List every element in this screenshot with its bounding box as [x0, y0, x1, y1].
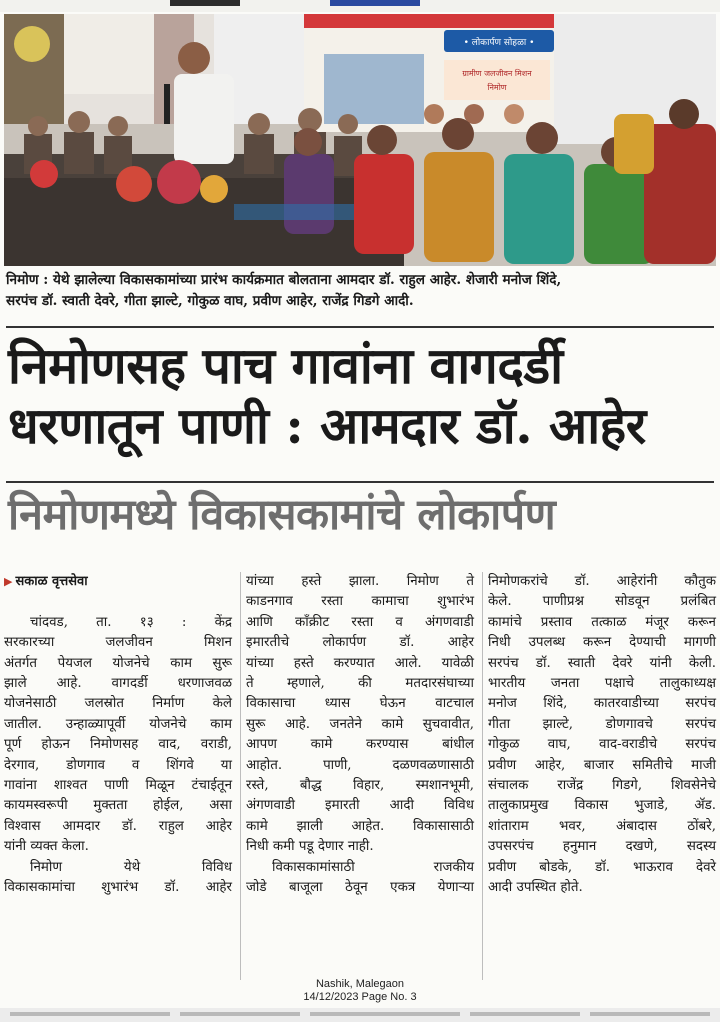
- article-line: जोडे बाजूला ठेवून एकत्र येणाऱ्या: [246, 880, 474, 896]
- article-line: विकासकामांचा शुभारंभ डॉ. आहेर: [4, 880, 232, 896]
- previous-clipping-edge: [0, 0, 720, 12]
- article-line: विश्वास आमदार डॉ. राहुल आहेर: [4, 818, 232, 834]
- article-line: सरपंच डॉ. स्वाती देवरे यांनी केली.: [488, 655, 716, 671]
- article-line: प्रवीण बोडके, डॉ. भाऊराव देवरे: [488, 859, 716, 875]
- column-rule: [240, 572, 241, 980]
- caption-line: निमोण : येथे झालेल्या विकासकामांच्या प्रारंभ कार्यक्रमात बोलताना आमदार डॉ. राहुल आहेर. शेजारी मनोज शिंदे,: [6, 272, 562, 288]
- caption-line: सरपंच डॉ. स्वाती देवरे, गीता झाल्टे, गोकुळ वाघ, प्रवीण आहेर, राजेंद्र गिडगे आदी.: [6, 293, 414, 309]
- article-line: विकासाचा ध्यास घेऊन वाटचाल: [246, 696, 474, 712]
- subheadline: निमोणमध्ये विकासकामांचे लोकार्पण: [8, 490, 556, 540]
- article-line: सुरू आहे. जनतेने कामे सुचवावीत,: [246, 716, 474, 732]
- article-line: काडनगाव रस्ता कामाचा शुभारंभ: [246, 594, 474, 610]
- banner-text: • लोकार्पण सोहळा •: [463, 38, 535, 48]
- article-line: रस्ते, बौद्ध विहार, स्मशानभूमी,: [246, 778, 474, 794]
- edition-name: Nashik, Malegaon: [315, 978, 405, 990]
- article-column-1: [4, 572, 232, 899]
- edition-footer: [0, 978, 720, 1004]
- blank-line: [4, 592, 232, 612]
- article-line: कामांचे प्रस्ताव तत्काळ मंजूर करून: [488, 614, 716, 630]
- edition-date-page: 14/12/2023 Page No. 3: [303, 991, 417, 1003]
- article-line: कामे झाली आहेत. विकासासाठी: [246, 818, 474, 834]
- photo-caption: [6, 270, 714, 312]
- article-line: केले. पाणीप्रश्न सोडवून प्रलंबित: [488, 594, 716, 610]
- article-line: आहोत. पाणी, दळणवळणासाठी: [246, 757, 474, 773]
- article-line: पूर्ण होऊन निमोणसह वाद, वराडी,: [4, 737, 232, 753]
- article-line: निमोणकरांचे डॉ. आहेरांनी कौतुक: [488, 574, 716, 589]
- article-column-2: [246, 572, 474, 899]
- article-line: गीता झाल्टे, डोणगावचे सरपंच: [488, 716, 716, 732]
- article-line: यांच्या हस्ते करण्यात आले. यावेळी: [246, 655, 474, 671]
- article-line: झाले आहे. वागदर्डी धरणाजवळ: [4, 676, 232, 692]
- article-line: उपसरपंच हनुमान दखणे, सदस्य: [488, 839, 716, 855]
- article-line: निमोण येथे विविध: [30, 859, 232, 875]
- article-line: आणि काँक्रीट रस्ता व अंगणवाडी: [246, 614, 474, 630]
- divider: [6, 326, 714, 328]
- headline-line-2: धरणातून पाणी : आमदार डॉ. आहेर: [8, 396, 646, 455]
- article-line: ते म्हणाले, की मतदारसंघाच्या: [246, 676, 474, 692]
- article-line: आपण कामे करण्यास बांधील: [246, 737, 474, 753]
- article-line: अंगणवाडी इमारती आदी विविध: [246, 798, 474, 814]
- byline-marker-icon: ▶: [4, 575, 13, 588]
- next-clipping-mark: [590, 1012, 710, 1016]
- article-line: भारतीय जनता पक्षाचे तालुकाध्यक्ष: [488, 676, 716, 692]
- byline: [4, 572, 232, 592]
- article-line: गोकुळ वाघ, वाद-वराडीचे सरपंच: [488, 737, 716, 753]
- article-line: विकासकामांसाठी राजकीय: [272, 859, 474, 875]
- banner-text: निमोण: [487, 83, 507, 92]
- article-line: इमारतीचे लोकार्पण डॉ. आहेर: [246, 635, 474, 651]
- article-line: देरगाव, डोणगाव व शिंगवे या: [4, 757, 232, 773]
- article-line: आदी उपस्थित होते.: [488, 880, 583, 896]
- headline-line-1: निमोणसह पाच गावांना वागदर्डी: [8, 336, 563, 395]
- article-line: सरकारच्या जलजीवन मिशन: [4, 635, 232, 651]
- article-line: कायमस्वरूपी मुक्तता होईल, असा: [4, 798, 232, 814]
- next-clipping-edge: [0, 1008, 720, 1022]
- article-body: [4, 572, 716, 980]
- article-line: जातील. उन्हाळ्यापूर्वी योजनेचे काम: [4, 716, 232, 732]
- column-rule: [482, 572, 483, 980]
- article-line: अंतर्गत पेयजल योजनेचे काम सुरू: [4, 655, 232, 671]
- article-line: निधी उपलब्ध करून देण्याची मागणी: [488, 635, 716, 651]
- next-clipping-mark: [180, 1012, 300, 1016]
- previous-clipping-mark: [170, 0, 240, 6]
- next-clipping-mark: [470, 1012, 580, 1016]
- byline-text: सकाळ वृत्तसेवा: [15, 574, 88, 589]
- article-line: यांनी व्यक्त केला.: [4, 839, 89, 855]
- next-clipping-mark: [10, 1012, 170, 1016]
- article-line: योजनेसाठी जलस्रोत निर्माण केले: [4, 696, 232, 712]
- article-line: संचालक राजेंद्र गिडगे, शिवसेनेचे: [488, 778, 716, 794]
- article-line: प्रवीण आहेर, बाजार समितीचे माजी: [488, 757, 716, 773]
- article-line: शांताराम भवर, अंबादास ठोंबरे,: [488, 818, 716, 834]
- article-line: मनोज शिंदे, कातरवाडीच्या सरपंच: [488, 696, 716, 712]
- banner-text: ग्रामीण जलजीवन मिशन: [462, 69, 532, 78]
- article-column-3: [488, 572, 716, 899]
- news-photo: [4, 14, 716, 266]
- article-line: निधी कमी पडू देणार नाही.: [246, 839, 374, 855]
- divider: [6, 481, 714, 483]
- next-clipping-mark: [310, 1012, 460, 1016]
- article-line: गावांना शाश्वत पाणी मिळून टंचाईतून: [4, 778, 232, 794]
- previous-clipping-mark: [330, 0, 420, 6]
- stage-banner: [304, 14, 554, 132]
- article-line: तालुकाप्रमुख विकास भुजाडे, ॲड.: [488, 798, 716, 814]
- article-line: चांदवड, ता. १३ : केंद्र: [30, 614, 232, 630]
- article-line: यांच्या हस्ते झाला. निमोण ते: [246, 574, 474, 589]
